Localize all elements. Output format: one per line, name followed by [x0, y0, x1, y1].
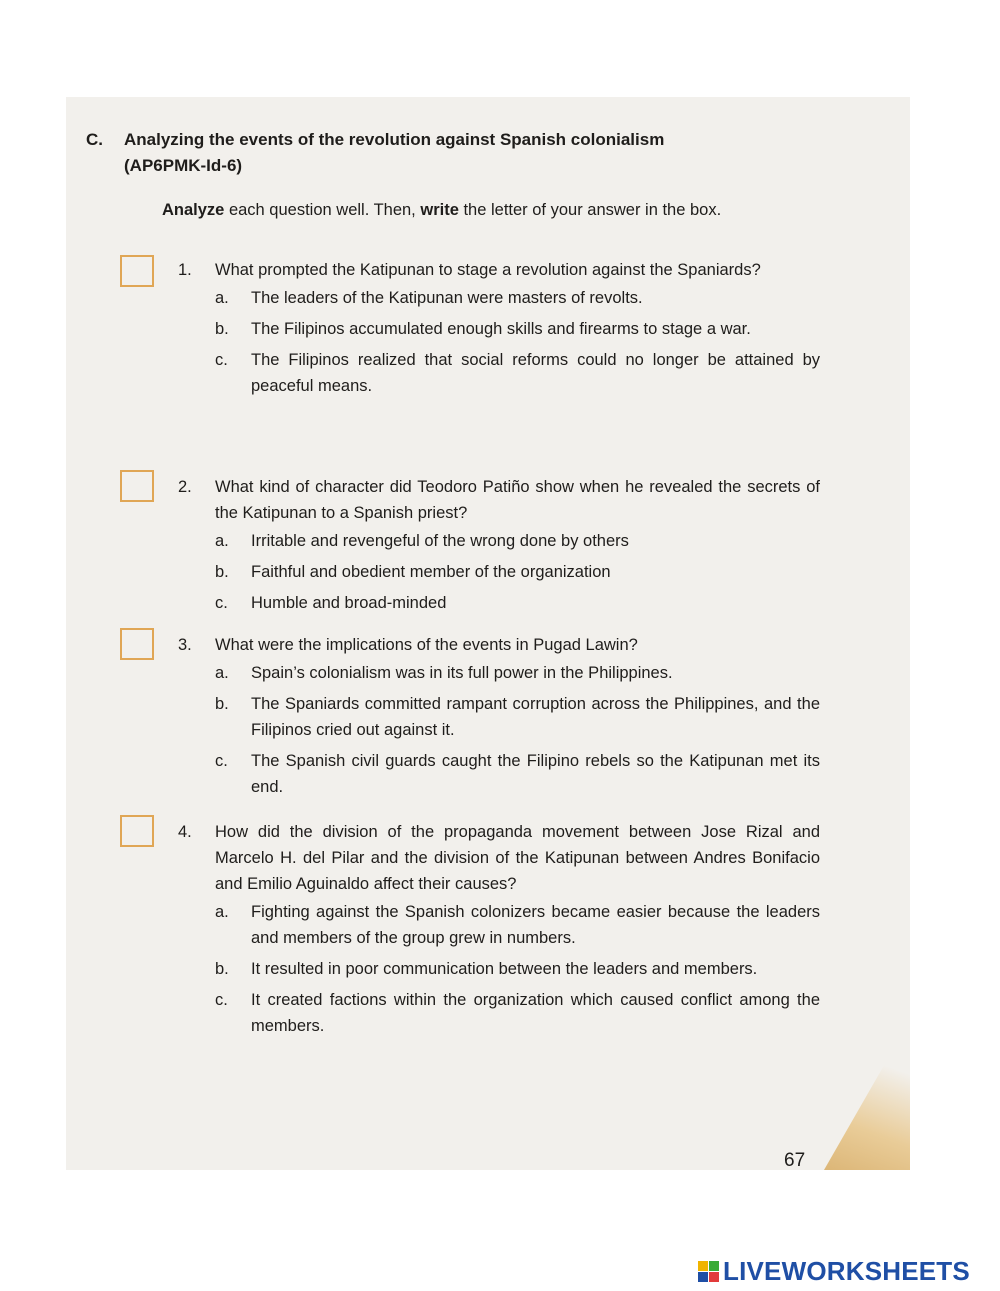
- question-number: 1.: [178, 261, 192, 279]
- worksheet-page: [66, 97, 910, 1170]
- page-corner-shadow: [824, 1020, 910, 1170]
- option-b: [215, 559, 820, 585]
- option-text: The leaders of the Katipunan were masters of revolts.: [251, 289, 643, 307]
- question-2: [120, 474, 820, 621]
- option-c: [215, 347, 820, 399]
- question-text: How did the division of the propaganda movement between Jose Rizal and Marcelo H. del Pilar and the division of the Katipunan between Andres Bonifacio and Emilio Aguinaldo affect their causes?: [215, 823, 820, 893]
- answer-box-4[interactable]: [120, 815, 154, 847]
- section-title: [86, 127, 826, 179]
- option-c: [215, 987, 820, 1039]
- option-letter: b.: [215, 563, 229, 581]
- question-text: What prompted the Katipunan to stage a revolution against the Spaniards?: [215, 261, 761, 279]
- options-list: [215, 660, 820, 800]
- instructions-bold-write: write: [420, 201, 459, 219]
- answer-box-3[interactable]: [120, 628, 154, 660]
- option-text: The Spaniards committed rampant corruption across the Philippines, and the Filipinos cried out against it.: [251, 695, 820, 739]
- option-text: It resulted in poor communication between the leaders and members.: [251, 960, 758, 978]
- question-text: What kind of character did Teodoro Patiño show when he revealed the secrets of the Katipunan to a Spanish priest?: [215, 478, 820, 522]
- option-a: [215, 899, 820, 951]
- option-letter: c.: [215, 991, 228, 1009]
- option-a: [215, 285, 820, 311]
- option-text: Irritable and revengeful of the wrong done by others: [251, 532, 629, 550]
- option-letter: a.: [215, 903, 229, 921]
- option-c: [215, 590, 820, 616]
- option-letter: c.: [215, 351, 228, 369]
- options-list: [215, 899, 820, 1039]
- question-text: What were the implications of the events in Pugad Lawin?: [215, 636, 638, 654]
- option-text: Fighting against the Spanish colonizers became easier because the leaders and members of the group grew in numbers.: [251, 903, 820, 947]
- option-letter: a.: [215, 289, 229, 307]
- option-text: The Spanish civil guards caught the Filipino rebels so the Katipunan met its end.: [251, 752, 820, 796]
- option-b: [215, 956, 820, 982]
- option-text: It created factions within the organization which caused conflict among the members.: [251, 991, 820, 1035]
- option-letter: a.: [215, 532, 229, 550]
- option-text: Faithful and obedient member of the organization: [251, 563, 611, 581]
- page-number: 67: [784, 1150, 806, 1170]
- option-text: Humble and broad-minded: [251, 594, 447, 612]
- liveworksheets-brand: [698, 1256, 970, 1287]
- option-a: [215, 660, 820, 686]
- instructions-bold-analyze: Analyze: [162, 201, 225, 219]
- brand-name: LIVEWORKSHEETS: [723, 1256, 970, 1286]
- option-letter: c.: [215, 752, 228, 770]
- option-a: [215, 528, 820, 554]
- option-letter: c.: [215, 594, 228, 612]
- option-text: Spain’s colonialism was in its full power in the Philippines.: [251, 664, 673, 682]
- option-b: [215, 316, 820, 342]
- option-letter: b.: [215, 695, 229, 713]
- option-letter: a.: [215, 664, 229, 682]
- liveworksheets-logo-icon: [698, 1261, 719, 1282]
- options-list: [215, 285, 820, 399]
- section-letter: C.: [86, 130, 103, 149]
- option-text: The Filipinos accumulated enough skills and firearms to stage a war.: [251, 320, 751, 338]
- option-letter: b.: [215, 960, 229, 978]
- option-b: [215, 691, 820, 743]
- instructions-text-2: the letter of your answer in the box.: [458, 201, 722, 219]
- instructions-text-1: each question well. Then,: [224, 201, 421, 219]
- question-1: [120, 257, 820, 404]
- options-list: [215, 528, 820, 616]
- option-c: [215, 748, 820, 800]
- question-4: [120, 819, 820, 1044]
- answer-box-2[interactable]: [120, 470, 154, 502]
- section-title-text: Analyzing the events of the revolution against Spanish colonialism: [124, 130, 665, 149]
- option-text: The Filipinos realized that social reforms could no longer be attained by peaceful means.: [251, 351, 820, 395]
- question-number: 3.: [178, 636, 192, 654]
- option-letter: b.: [215, 320, 229, 338]
- question-3: [120, 632, 820, 805]
- question-number: 2.: [178, 478, 192, 496]
- instructions: [120, 197, 820, 224]
- competency-code: (AP6PMK-Id-6): [124, 156, 243, 175]
- question-number: 4.: [178, 823, 192, 841]
- answer-box-1[interactable]: [120, 255, 154, 287]
